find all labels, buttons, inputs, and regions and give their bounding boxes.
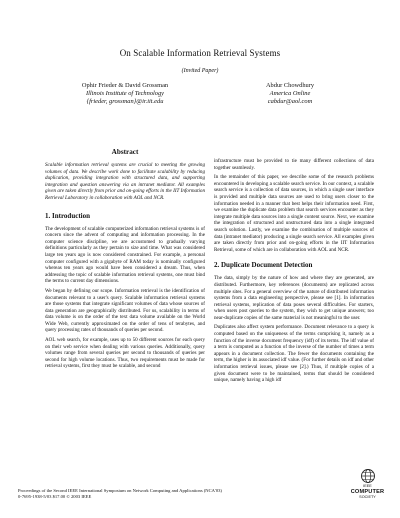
footer-isbn-line: 0-7695-1938-5/03 $17.00 © 2003 IEEE — [18, 494, 92, 499]
right-column — [214, 158, 374, 387]
author-name: Ophir Frieder & David Grossman — [81, 82, 169, 89]
body-paragraph: In the remainder of this paper, we describe some of the research problems encountered in developing a scalable search service. In our context, a scalable search service is a collection of data sources, in which a single user interface is provided and multiple data sources are used to bring users closer to the information needed in a manner that best helps their information need. First, we examine the duplicate data problem that search services encounter as they integrate multiple data sources into a single content source. Next, we examine the integration of structured and unstructured data into a single integrated search solution. Lastly, we examine the combination of multiple sources of data (intranet mediator) producing a single search service. All examples given are taken directly from prior and on-going efforts in the IIT Information Retrieval, some of which are in collaboration with AOL and NCR. — [214, 174, 374, 253]
section-heading: 1. Introduction — [45, 211, 90, 220]
left-column — [45, 148, 205, 373]
body-paragraph: AOL web search, for example, uses up to 50 different sources for each query on their web service when dealing with various queries. Additionally, query volumes range from several queries per second to thousands of queries per second for high volume locations. Thus, two requirements must be made for retrieval systems, first they must be scalable, and second — [45, 337, 205, 370]
body-paragraph: The development of scalable computerized information retrieval systems is of concern since the advent of computing and information processing. In the computer science discipline, we are accustomed to gradually varying definitions particularly as they pertain to size and time. What was considered large ten years ago is now considered constrained. For example, a personal computer configured with a gigabyte of RAM today is nominally configured whereas ten years ago would have been considered a dream. Thus, when addressing the topic of scalable information retrieval systems, one must bind the terms to current day dimensions. — [45, 225, 205, 285]
author-block — [225, 82, 355, 107]
author-email: cabdur@aol.com — [267, 98, 313, 106]
abstract-text: Scalable information retrieval systems are crucial to meeting the growing volumes of data. We describe work done to facilitate scalability by reducing duplication, providing integration with structured data, and supporting integration and question answering via an intranet mediator. All examples given are taken directly from prior and on-going efforts in the IIT Information Retrieval Laboratory in collaboration with AOL and NCR. — [45, 162, 205, 201]
paper-title: On Scalable Information Retrieval Systems — [119, 48, 281, 58]
paper-subtitle: (Invited Paper) — [181, 68, 219, 74]
body-paragraph: infrastructure must be provided to tie many different collections of data together seamlessly. — [214, 158, 374, 171]
author-affiliation: Illinois Institute of Technology — [85, 90, 165, 98]
proceedings-footer — [18, 488, 328, 500]
globe-icon — [360, 468, 376, 484]
author-block — [50, 82, 200, 107]
body-paragraph: The data, simply by the nature of how and where they are generated, are distributed. Furthermore, key references (documents) are replicated across multiple sites. For a general overview of the nature of distributed information systems from a data engineering perspective, please see [1]. In information retrieval systems, replication of data poses several difficulties. For starters, when users post queries to the system, they wish to get unique answers; too near-duplicate copies of the same material is not meaningful to the user. — [214, 275, 374, 321]
abstract-heading: Abstract — [111, 148, 139, 156]
logo-ieee: IEEE — [363, 484, 372, 488]
ieee-computer-society-logo — [345, 468, 390, 508]
author-email: {frieder, grossman}@ir.iit.edu — [86, 98, 164, 106]
body-paragraph: Duplicates also affect system performance. Document relevance to a query is computed based on the uniqueness of the terms comprising it, namely as a function of the inverse document frequency (idf) of its terms. The idf value of a term is computed as a function of the inverse of the number of times a term appears in a document collection. The fewer the documents containing the term, the higher is its associated idf value. (For further details on idf and other information retrieval issues, please see [2].) Thus, if multiple copies of a given document were to be maintained, terms that should be considered unique, namely having a high idf — [214, 324, 374, 384]
author-name: Abdur Chowdhury — [265, 82, 315, 89]
author-affiliation: America Online — [269, 90, 311, 98]
body-paragraph: We began by defining our scope. Information retrieval is the identification of documents relevant to a user's query. Scalable information retrieval systems are those systems that integrate significant volumes of data whose sources of data generation are geographically distributed. For us, scalability in terms of data volume is on the order of the text data volume available on the World Wide Web, currently approximated on the order of tens of terabytes, and query processing rates of thousands of queries per second. — [45, 287, 205, 334]
footer-proceedings-line: Proceedings of the Second IEEE International Symposium on Network Computing and Applications (NCA'03) — [18, 488, 222, 493]
logo-computer: COMPUTER — [350, 488, 385, 495]
logo-society: SOCIETY — [359, 494, 376, 499]
section-heading: 2. Duplicate Document Detection — [214, 261, 313, 270]
